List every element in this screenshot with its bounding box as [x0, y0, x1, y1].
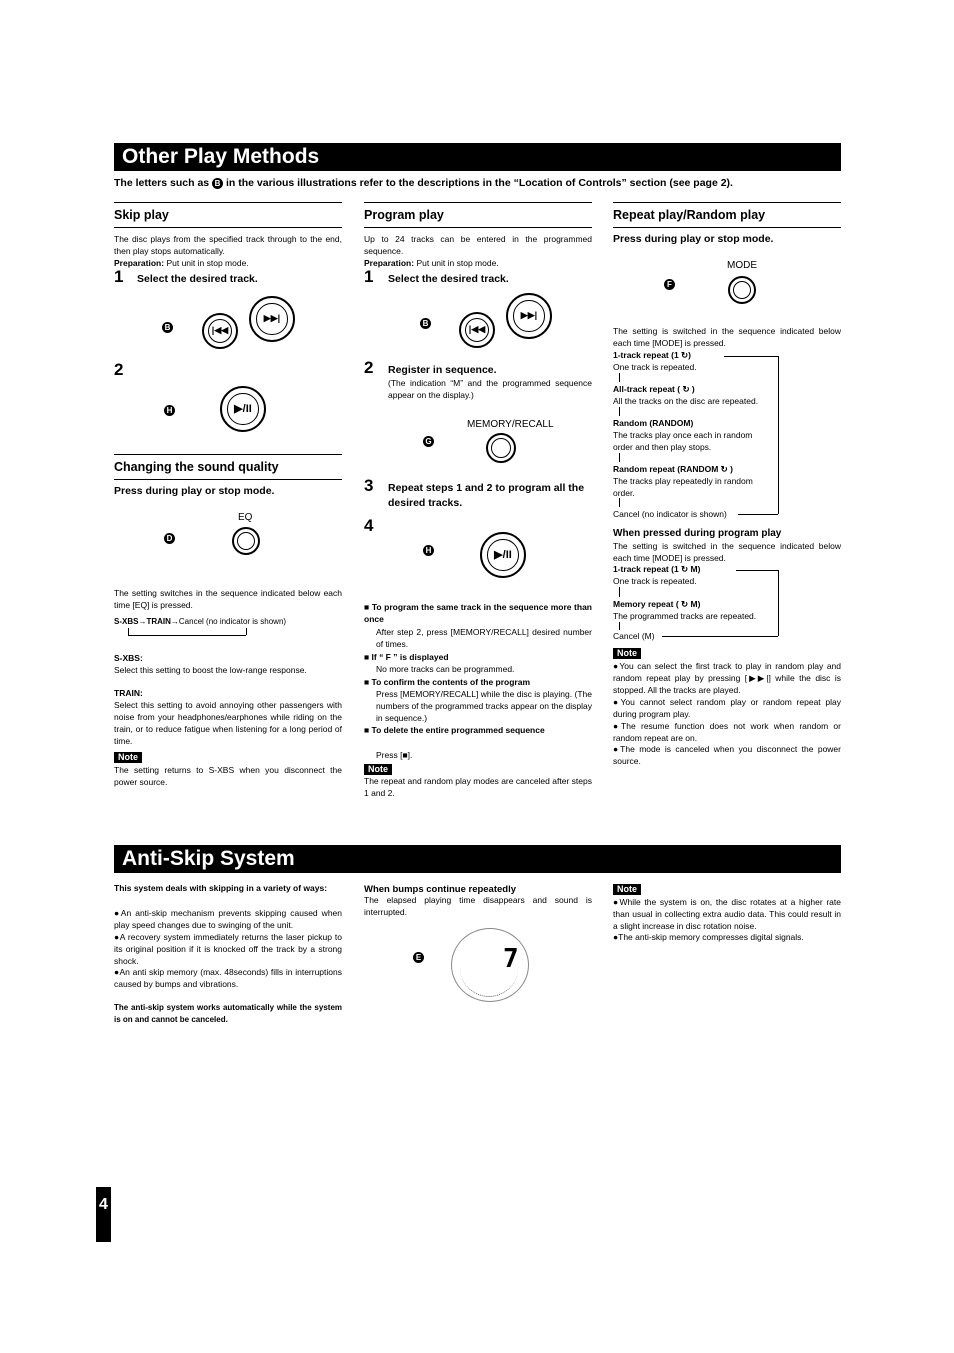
repeat-3-text: The tracks play once each in random order and then play stops.: [613, 430, 753, 452]
prep-label: Preparation:: [364, 258, 415, 268]
repeat-4-text: The tracks play repeatedly in random order.: [613, 476, 753, 498]
program-step2-sub: (The indication “M” and the programmed sequence appear on the display.): [388, 378, 592, 400]
program-prep: [364, 257, 592, 269]
note-badge: Note: [364, 764, 392, 775]
step-number: 4: [364, 516, 374, 535]
prog-repeat-1-title: 1-track repeat (1 ↻ M): [613, 564, 701, 574]
step-number: 2: [364, 358, 374, 377]
cycle-arrow: [619, 373, 620, 382]
antiskip-note-2: ●The anti-skip memory compresses digital signals.: [613, 932, 804, 942]
marker-g-icon: G: [423, 436, 434, 447]
prog-repeat-2-title: Memory repeat ( ↻ M): [613, 599, 701, 609]
note-badge: Note: [114, 752, 142, 763]
next-icon: ▶▶|: [256, 303, 287, 334]
step-number: 1: [364, 267, 374, 286]
memory-recall-inner: [491, 438, 511, 458]
seq-xbs: S-XBS: [114, 617, 139, 626]
repeat-4-title: Random repeat (RANDOM ↻ ): [613, 464, 733, 474]
page-number: 4: [96, 1187, 111, 1242]
program-mode-title: When pressed during program play: [613, 528, 782, 539]
marker-h-icon: H: [164, 405, 175, 416]
cycle-arrow: [619, 498, 620, 507]
repeat-press: Press during play or stop mode.: [613, 233, 774, 245]
seq-loop-line: [246, 628, 247, 635]
square-bullet-icon: ■: [364, 602, 370, 612]
cycle-line: [662, 636, 778, 637]
mode-button-inner: [733, 281, 752, 300]
repeat-desc: The setting is switched in the sequence indicated below each time [MODE] is pressed.: [613, 326, 841, 348]
prev-icon: |◀◀: [465, 318, 489, 342]
play-pause-button[interactable]: [220, 386, 266, 432]
skip-desc: The disc plays from the specified track through to the end, then play stops automatically.: [114, 234, 342, 256]
cycle-arrow: [619, 453, 620, 462]
note-badge: Note: [613, 648, 641, 659]
xbs-title: S-XBS:: [114, 653, 143, 663]
repeat-note-2: ●You cannot select random play or random repeat play during program play.: [613, 697, 841, 719]
marker-f-icon: F: [664, 279, 675, 290]
marker-b-icon: B: [420, 318, 431, 329]
bumps-title: When bumps continue repeatedly: [364, 884, 517, 895]
square-bullet-icon: ■: [364, 725, 370, 735]
cycle-line: [738, 514, 778, 515]
prog-repeat-2-text: The programmed tracks are repeated.: [613, 611, 757, 621]
heading-skip-play: Skip play: [114, 202, 342, 228]
intro-post: in the various illustrations refer to the descriptions in the “Location of Controls” section (see page 2).: [225, 177, 733, 189]
seq-train: TRAIN: [146, 617, 171, 626]
cycle-line: [736, 570, 778, 571]
seq-loop-line: [128, 635, 246, 636]
next-icon: ▶▶|: [513, 300, 544, 331]
bullet-title: To confirm the contents of the program: [371, 677, 531, 687]
display-digit: 7: [503, 944, 519, 974]
next-track-button[interactable]: [249, 296, 295, 342]
step-number: 1: [114, 267, 124, 286]
intro-text: [114, 177, 733, 189]
skip-step1: Select the desired track.: [137, 273, 258, 285]
repeat-note-1: ●You can select the first track to play in random play and random repeat play by pressing [▶▶|] while the disc is stopped. All the tracks are played.: [613, 661, 841, 695]
antiskip-bullet-3: ●An anti skip memory (max. 48seconds) fills in interruptions caused by bumps and vibrations.: [114, 967, 342, 989]
program-bullet-1-text: After step 2, press [MEMORY/RECALL] desired number of times.: [376, 627, 592, 649]
prep-text: Put unit in stop mode.: [166, 258, 249, 268]
marker-e-icon: E: [413, 952, 424, 963]
program-bullet-2-title: [364, 651, 592, 663]
eq-label: EQ: [238, 512, 253, 523]
square-bullet-icon: ■: [364, 652, 370, 662]
program-bullet-4-text: Press [■].: [376, 750, 413, 760]
play-pause-button[interactable]: [480, 532, 526, 578]
cycle-arrow: [619, 407, 620, 416]
repeat-2-title: All-track repeat ( ↻ ): [613, 384, 695, 394]
heading-program-play: Program play: [364, 202, 592, 228]
cycle-line: [778, 570, 779, 636]
eq-button[interactable]: [232, 527, 260, 555]
marker-b-icon: B: [162, 322, 173, 333]
prog-repeat-3-text: Cancel (M): [613, 631, 655, 641]
bumps-text: The elapsed playing time disappears and sound is interrupted.: [364, 895, 592, 917]
program-bullet-3-title: [364, 676, 592, 688]
prog-repeat-1-text: One track is repeated.: [613, 576, 697, 586]
antiskip-bullet-1: ●An anti-skip mechanism prevents skipping caused when play speed changes due to swinging of the unit.: [114, 908, 342, 930]
repeat-1-text: One track is repeated.: [613, 362, 697, 372]
antiskip-bullet-2: ●A recovery system immediately returns the laser pickup to its original position if it is knocked off the track by a strong shock.: [114, 932, 342, 966]
train-title: TRAIN:: [114, 688, 143, 698]
repeat-1-title: 1-track repeat (1 ↻): [613, 350, 691, 360]
memory-recall-label: MEMORY/RECALL: [467, 419, 554, 430]
sound-note-text: The setting returns to S-XBS when you disconnect the power source.: [114, 765, 342, 787]
sound-press: Press during play or stop mode.: [114, 485, 275, 497]
cycle-arrow: [619, 622, 620, 630]
seq-cancel: Cancel (no indicator is shown): [178, 617, 287, 626]
bullet-title: To program the same track in the sequence more than once: [364, 602, 592, 624]
next-track-button[interactable]: [506, 293, 552, 339]
mode-button[interactable]: [728, 276, 756, 304]
repeat-note-4: ●The mode is canceled when you disconnect the power source.: [613, 744, 841, 766]
cycle-arrow: [619, 587, 620, 597]
heading-sound-quality: Changing the sound quality: [114, 454, 342, 480]
step-number: 2: [114, 360, 124, 379]
marker-d-icon: D: [164, 533, 175, 544]
repeat-3-title: Random (RANDOM): [613, 418, 694, 428]
marker-h-icon: H: [423, 545, 434, 556]
marker-icon: B: [212, 178, 223, 189]
program-bullet-3-text: Press [MEMORY/RECALL] while the disc is playing. (The numbers of the programmed tracks appear on the display in sequence.): [376, 689, 592, 723]
xbs-text: Select this setting to boost the low-range response.: [114, 665, 307, 675]
seq-loop-line: [128, 628, 129, 635]
antiskip-note-1: ●While the system is on, the disc rotates at a higher rate than usual in collecting extra audio data. This could result in a slight increase in disc rotation noise.: [613, 897, 841, 931]
bullet-title: If “ F ” is displayed: [371, 652, 449, 662]
prev-icon: |◀◀: [208, 319, 232, 343]
repeat-2-text: All the tracks on the disc are repeated.: [613, 396, 759, 406]
memory-recall-button[interactable]: [486, 433, 516, 463]
eq-button-inner: [237, 532, 256, 551]
sound-desc: The setting switches in the sequence indicated below each time [EQ] is pressed.: [114, 588, 342, 610]
program-step1: Select the desired track.: [388, 273, 509, 285]
program-bullet-1-title: [364, 601, 592, 625]
program-bullet-2-text: No more tracks can be programmed.: [376, 664, 515, 674]
program-bullet-4-title: [364, 724, 592, 736]
train-text: Select this setting to avoid annoying other passengers with noise from your headphones/earphones while riding on the train, or to reduce fatigue when listening for a long period of time.: [114, 700, 342, 746]
play-pause-icon: ▶/II: [487, 539, 518, 570]
program-note-text: The repeat and random play modes are canceled after steps 1 and 2.: [364, 776, 592, 798]
cycle-line: [724, 356, 778, 357]
heading-repeat-random: Repeat play/Random play: [613, 202, 841, 228]
antiskip-intro: This system deals with skipping in a variety of ways:: [114, 883, 328, 893]
sound-sequence: S-XBS→TRAIN→Cancel (no indicator is shown): [114, 617, 287, 626]
cycle-line: [778, 356, 779, 514]
program-mode-desc: The setting is switched in the sequence indicated below each time [MODE] is pressed.: [613, 541, 841, 563]
note-badge: Note: [613, 884, 641, 895]
section-title-other-play-methods: Other Play Methods: [114, 143, 841, 171]
program-desc: Up to 24 tracks can be entered in the programmed sequence.: [364, 234, 592, 256]
mode-label: MODE: [727, 260, 757, 271]
repeat-5-text: Cancel (no indicator is shown): [613, 509, 727, 519]
program-step2: Register in sequence.: [388, 364, 497, 376]
prep-label: Preparation:: [114, 258, 165, 268]
prep-text: Put unit in stop mode.: [416, 258, 499, 268]
prev-track-button[interactable]: [459, 312, 495, 348]
bullet-title: To delete the entire programmed sequence: [371, 725, 545, 735]
skip-prep: [114, 257, 342, 269]
square-bullet-icon: ■: [364, 677, 370, 687]
repeat-note-3: ●The resume function does not work when random or random repeat are on.: [613, 721, 841, 743]
antiskip-auto: The anti-skip system works automatically while the system is on and cannot be canceled.: [114, 1003, 342, 1024]
step-number: 3: [364, 476, 374, 495]
section-title-anti-skip: Anti-Skip System: [114, 845, 841, 873]
program-step3: Repeat steps 1 and 2 to program all the desired tracks.: [388, 482, 585, 509]
intro-pre: The letters such as: [114, 177, 210, 189]
play-pause-icon: ▶/II: [227, 393, 258, 424]
prev-track-button[interactable]: [202, 313, 238, 349]
